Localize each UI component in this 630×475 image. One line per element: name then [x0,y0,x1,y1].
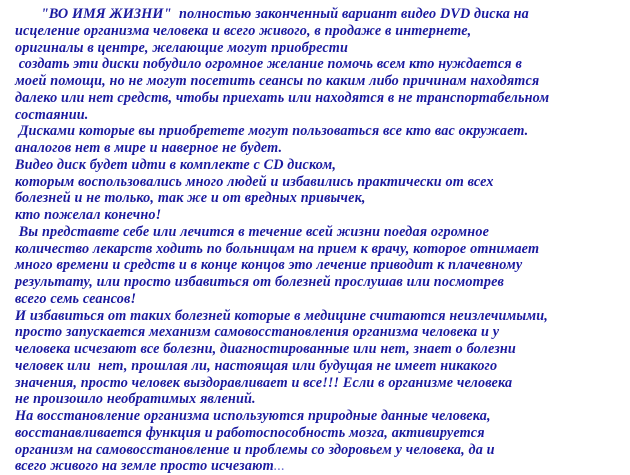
text-line: оригиналы в центре, желающие могут приобрести [15,39,349,56]
text-line: которым воспользовались много людей и избавились практически от всех [15,173,494,190]
text-line: Дисками которые вы приобретете могут пользоваться все кто вас окружает. [15,123,529,140]
text-line: человека исчезают все болезни, диагностированные или нет, знает о болезни [15,341,516,357]
text-line: всего семь сеансов! [15,290,137,307]
text-line: болезней и не только, так же и от вредных привычек, [15,190,366,207]
text-line: создать эти диски побудило огромное желание помочь всем кто нуждается в [15,56,522,73]
text-line: И избавиться от таких болезней которые в медицине считаются неизлечимыми, [15,307,548,324]
text-line: Вы представте себе или лечится в течение всей жизни поедая огромное [15,223,490,240]
text-line: результату, или просто избавиться от болезней прослушав или посмотрев [15,274,505,290]
text-line: организм на самовосстановление и проблемы со здоровьем у человека, да и [15,441,495,458]
text-line: На восстановление организма используются природные данные человека, [15,408,491,424]
text-line: моей помощи, но не могут посетить сеансы по каким либо причинам находятся [15,73,540,89]
text-line: далеко или нет средств, чтобы приехать или находятся в не транспортабельном [15,89,550,106]
text-line: исцеление организма человека и всего живого, в продаже в интернете, [15,22,472,39]
text-line-last [15,458,627,475]
text-line: много времени и средств и в конце концов это лечение приводит к плачевному [15,257,523,274]
text-line: состаянии. [15,106,89,123]
text-line: количество лекарств ходить по больницам на прием к врачу, которое отнимает [15,240,540,257]
text-line: кто пожелал конечно! [15,207,162,223]
article-text [15,6,627,475]
text-line: восстанавливается функция и работоспособность мозга, активируется [15,424,485,441]
text-line: аналогов нет в мире и наверное не будет. [15,140,283,156]
text-line: просто запускается механизм самовосстановления организма человека и у [15,324,500,341]
text-line: Видео диск будет идти в комплекте с CD диском, [15,156,337,173]
text-line: не произошло необратимых явлений. [15,391,256,408]
text-line-last-content: всего живого на земле просто исчезают [15,458,274,475]
text-line: значения, просто человек выздоравливает и все!!! Если в организме человека [15,374,513,391]
text-line: "ВО ИМЯ ЖИЗНИ" полностью законченный вариант видео DVD диска на [15,6,529,22]
trailing-ellipsis: ... [273,458,285,475]
text-line: человек или нет, прошлая ли, настоящая или будущая не имеет никакого [15,357,498,374]
